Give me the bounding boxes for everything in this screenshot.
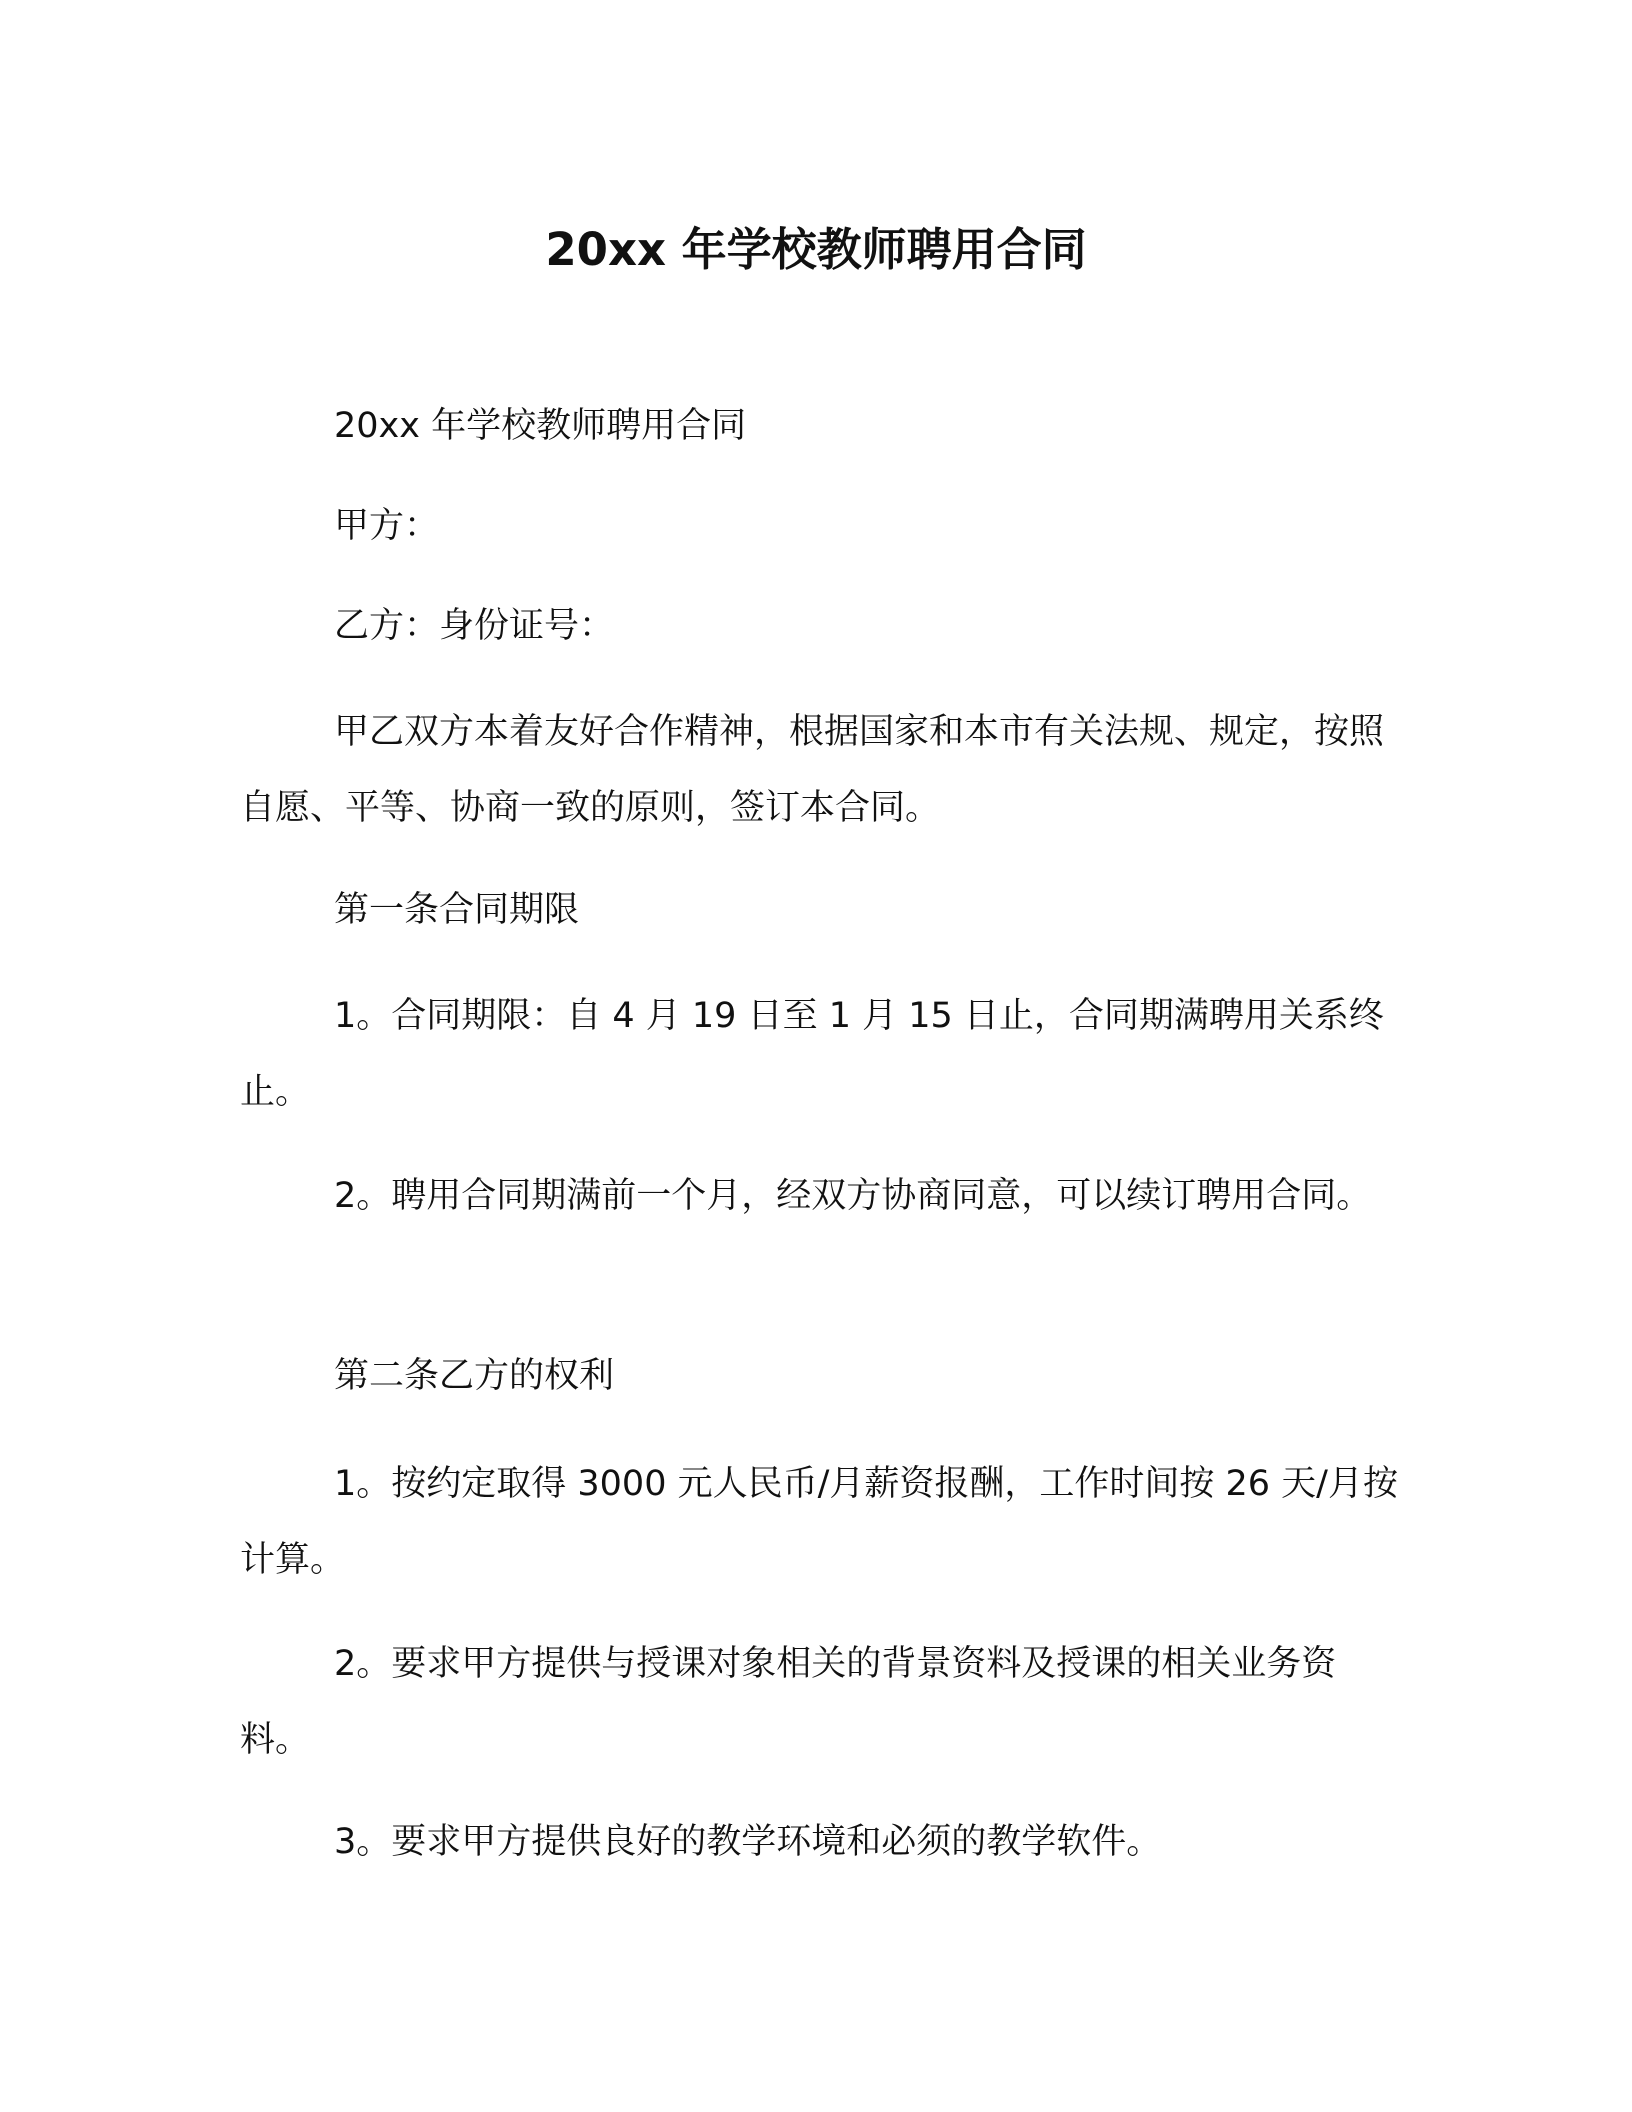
paragraph-article-1-item-1: 1。合同期限：自 4 月 19 日至 1 月 15 日止，合同期满聘用关系终止。 [240, 996, 1384, 1112]
paragraph-article-2-item-1: 1。按约定取得 3000 元人民币/月薪资报酬，工作时间按 26 天/月按计算。 [240, 1464, 1398, 1580]
paragraph-article-1-heading: 第一条合同期限 [334, 890, 580, 930]
paragraph-party-b: 乙方：身份证号： [334, 606, 615, 646]
paragraph-party-a: 甲方： [334, 506, 440, 546]
paragraph-article-2-item-3: 3。要求甲方提供良好的教学环境和必须的教学软件。 [334, 1822, 1162, 1862]
paragraph-article-1-item-2: 2。聘用合同期满前一个月，经双方协商同意，可以续订聘用合同。 [334, 1176, 1372, 1216]
document-title: 20xx 年学校教师聘用合同 [545, 223, 1087, 276]
paragraph-preamble: 甲乙双方本着友好合作精神，根据国家和本市有关法规、规定，按照自愿、平等、协商一致的原则，签订本合同。 [240, 712, 1385, 828]
paragraph-subtitle: 20xx 年学校教师聘用合同 [334, 406, 747, 446]
paragraph-article-2-heading: 第二条乙方的权利 [334, 1356, 615, 1396]
paragraph-article-2-item-2: 2。要求甲方提供与授课对象相关的背景资料及授课的相关业务资料。 [240, 1644, 1337, 1760]
